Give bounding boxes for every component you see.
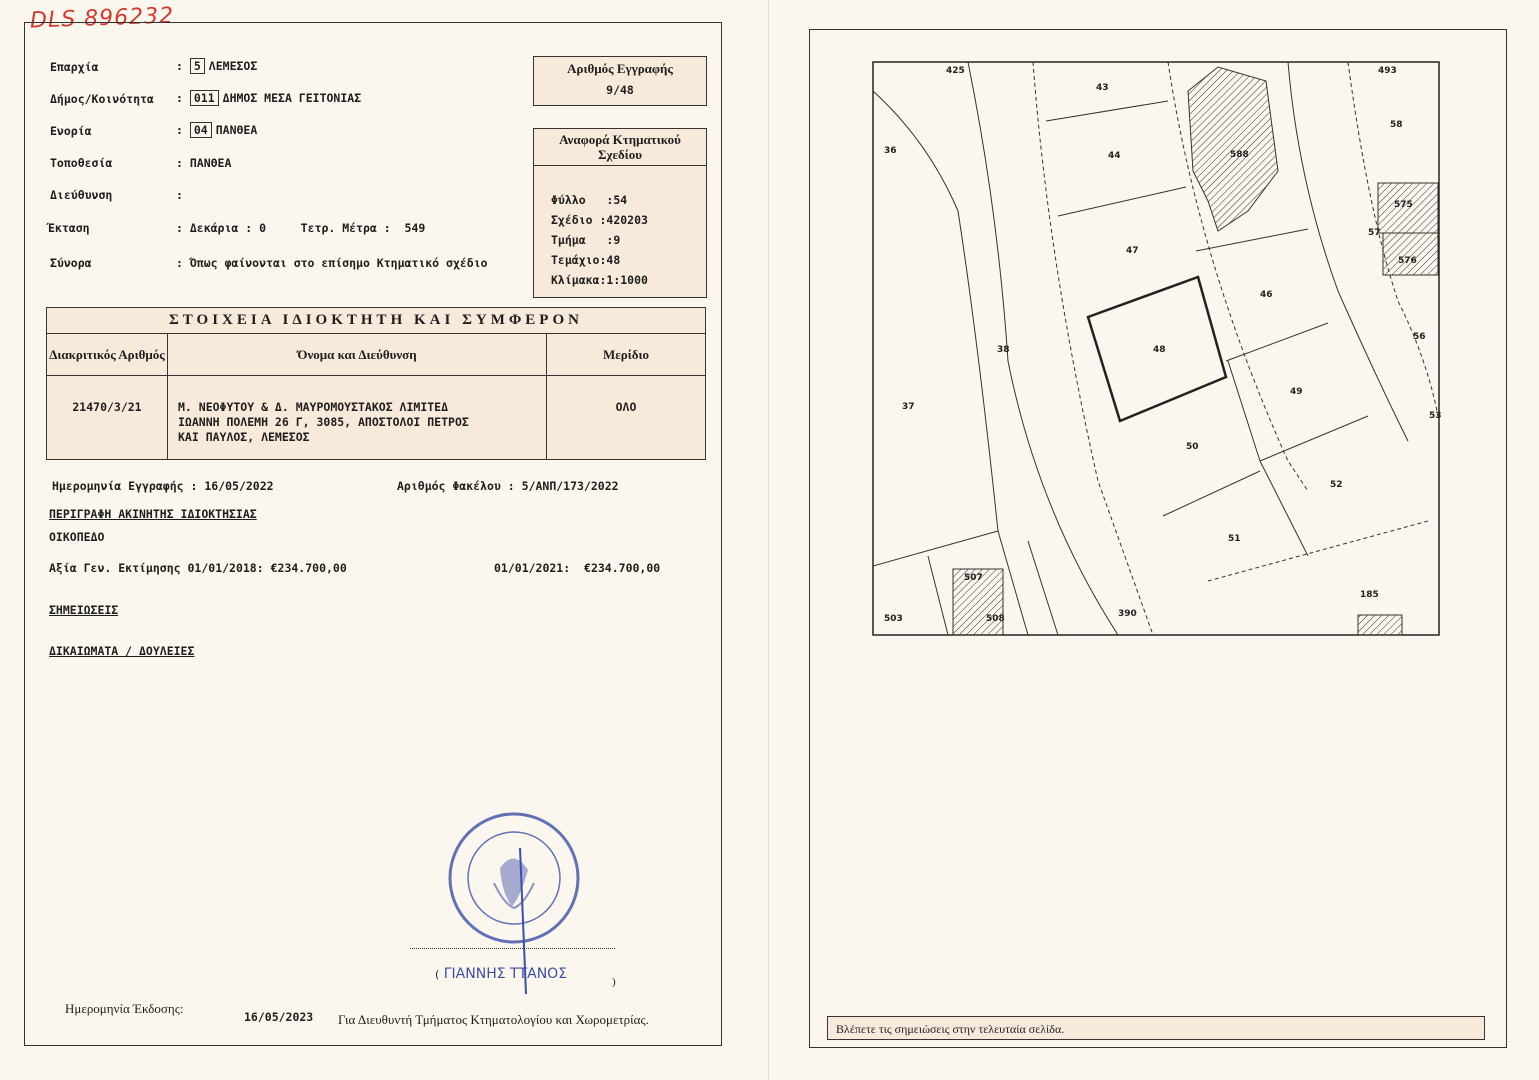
topothesia-label: Τοποθεσία	[50, 156, 113, 170]
valuation-value2: €234.700,00	[584, 561, 661, 575]
enoria-code: 04	[190, 122, 212, 138]
dimos-name: ΔΗΜΟΣ ΜΕΣΑ ΓΕΙΤΟΝΙΑΣ	[222, 91, 362, 105]
map-label-49: 49	[1290, 387, 1303, 397]
sxedio-value: 420203	[606, 213, 648, 227]
issue-authority: Για Διευθυντή Τμήματος Κτηματολογίου και Χωρομετρίας.	[338, 1012, 649, 1027]
dimos-label: Δήμος/Κοινότητα	[50, 92, 154, 106]
registration-title: Αριθμός Εγγραφής	[567, 61, 673, 76]
cadastral-map	[868, 61, 1440, 637]
map-label-53: 53	[1429, 411, 1442, 421]
plan-reference-title: Αναφορά Κτηματικού Σχεδίου	[534, 129, 706, 166]
col-share-header: Μερίδιο	[547, 334, 706, 376]
eparchia-value: : 5 ΛΕΜΕΣΟΣ	[176, 59, 258, 73]
topothesia-value: : ΠΑΝΘΕΑ	[176, 156, 232, 170]
owner-name-line2: ΙΩΑΝΝΗ ΠΟΛΕΜΗ 26 Γ, 3085, ΑΠΟΣΤΟΛΟΙ ΠΕΤΡΟΣ	[178, 415, 469, 429]
dieuthynsi-value: :	[176, 188, 183, 202]
signature-line	[410, 948, 615, 949]
valuation-value1: €234.700,00	[270, 561, 347, 575]
map-label-50: 50	[1186, 442, 1199, 452]
map-label-507: 507	[964, 573, 983, 583]
metra-label: Τετρ. Μέτρα	[300, 221, 377, 235]
dimos-value: : 011 ΔΗΜΟΣ ΜΕΣΑ ΓΕΙΤΟΝΙΑΣ	[176, 91, 362, 105]
owner-share: ΟΛΟ	[547, 376, 706, 460]
klimaka-label: Κλίμακα	[551, 273, 600, 287]
map-label-390: 390	[1118, 609, 1137, 619]
metra-value: 549	[404, 221, 426, 235]
plan-klimaka: Κλίμακα:1:1000	[551, 273, 648, 287]
property-desc-value: ΟΙΚΟΠΕΔΟ	[49, 530, 105, 544]
enoria-name: ΠΑΝΘΕΑ	[215, 123, 258, 137]
eparchia-name: ΛΕΜΕΣΟΣ	[208, 59, 258, 73]
owner-name-line3: ΚΑΙ ΠΑΥΛΟΣ, ΛΕΜΕΣΟΣ	[178, 430, 310, 444]
dekaria-label: Δεκάρια	[189, 221, 239, 235]
tmima-value: 9	[613, 233, 621, 247]
map-note-box: Βλέπετε τις σημειώσεις στην τελευταία σελίδα.	[827, 1016, 1485, 1040]
map-label-51: 51	[1228, 534, 1241, 544]
owner-id: 21470/3/21	[47, 376, 168, 460]
valuation-2021	[494, 561, 660, 575]
sxedio-label: Σχέδιο	[551, 213, 593, 227]
fyllo-label: Φύλλο	[551, 193, 586, 207]
issue-date-label: Ημερομηνία Έκδοσης:	[65, 1001, 184, 1016]
file-no: Αριθμός Φακέλου : 5/ΑΝΠ/173/2022	[397, 479, 619, 493]
ektasi-label: Έκταση	[48, 221, 90, 235]
signature-name-text: ΓΙΑΝΝΗΣ ΤΤΑΝΟΣ	[443, 966, 568, 982]
map-label-46: 46	[1260, 290, 1273, 300]
map-label-44: 44	[1108, 151, 1121, 161]
map-label-185: 185	[1360, 590, 1379, 600]
signature-close-paren: )	[612, 976, 616, 988]
enoria-label: Ενορία	[50, 124, 92, 138]
owner-row	[47, 376, 706, 460]
plan-temaxio: Τεμάχιο:48	[551, 253, 621, 267]
owners-table	[46, 307, 706, 460]
map-label-508: 508	[986, 614, 1005, 624]
map-label-588: 588	[1230, 150, 1249, 160]
valuation-2018	[49, 561, 347, 575]
reg-date-value: 16/05/2022	[204, 479, 274, 493]
map-label-57: 57	[1368, 228, 1381, 238]
temaxio-label: Τεμάχιο	[551, 253, 600, 267]
map-label-503: 503	[884, 614, 903, 624]
file-no-label: Αριθμός Φακέλου	[397, 479, 501, 493]
map-label-575: 575	[1394, 200, 1413, 210]
map-label-576: 576	[1398, 256, 1417, 266]
valuation-label: Αξία Γεν. Εκτίμησης	[49, 561, 181, 575]
official-seal	[440, 808, 590, 958]
map-label-43: 43	[1096, 83, 1109, 93]
ektasi-value: : Δεκάρια : 0 Τετρ. Μέτρα : 549	[176, 221, 426, 235]
signature-name	[435, 966, 567, 982]
fyllo-value: 54	[613, 193, 628, 207]
rights-title: ΔΙΚΑΙΩΜΑΤΑ / ΔΟΥΛΕΙΕΣ	[49, 644, 195, 658]
plan-fyllo: Φύλλο :54	[551, 193, 628, 207]
registration-box	[533, 56, 707, 106]
map-label-425: 425	[946, 66, 965, 76]
map-label-58: 58	[1390, 120, 1403, 130]
map-label-47: 47	[1126, 246, 1139, 256]
map-label-36: 36	[884, 146, 897, 156]
synora-text: Όπως φαίνονται στο επίσημο Κτηματικό σχέδιο	[189, 256, 488, 270]
tmima-label: Τμήμα	[551, 233, 586, 247]
topothesia-text: ΠΑΝΘΕΑ	[189, 156, 232, 170]
map-label-38: 38	[997, 345, 1010, 355]
map-label-56: 56	[1413, 332, 1426, 342]
issue-date-value: 16/05/2023	[244, 1010, 314, 1024]
map-label-493: 493	[1378, 66, 1397, 76]
map-label-48: 48	[1153, 345, 1166, 355]
reg-date: Ημερομηνία Εγγραφής : 16/05/2022	[52, 479, 274, 493]
plan-sxedio: Σχέδιο :420203	[551, 213, 648, 227]
owner-name-address	[168, 376, 547, 460]
valuation-date1: 01/01/2018:	[187, 561, 264, 575]
page-fold	[768, 0, 769, 1080]
dimos-code: 011	[190, 90, 219, 106]
reg-date-label: Ημερομηνία Εγγραφής	[52, 479, 184, 493]
owners-table-title: ΣΤΟΙΧΕΙΑ ΙΔΙΟΚΤΗΤΗ ΚΑΙ ΣΥΜΦΕΡΟΝ	[47, 308, 706, 334]
klimaka-value: 1:1000	[606, 273, 648, 287]
plan-tmima: Τμήμα :9	[551, 233, 621, 247]
property-desc-title: ΠΕΡΙΓΡΑΦΗ ΑΚΙΝΗΤΗΣ ΙΔΙΟΚΤΗΣΙΑΣ	[49, 507, 257, 521]
eparchia-label: Επαρχία	[50, 60, 99, 74]
notes-title: ΣΗΜΕΙΩΣΕΙΣ	[49, 603, 119, 617]
owner-name-line1: Μ. ΝΕΟΦΥΤΟΥ & Δ. ΜΑΥΡΟΜΟΥΣΤΑΚΟΣ ΛΙΜΙΤΕΔ	[178, 400, 449, 414]
enoria-value: : 04 ΠΑΝΘΕΑ	[176, 123, 258, 137]
registration-number: 9/48	[606, 83, 634, 97]
col-name-header: Όνομα και Διεύθυνση	[168, 334, 547, 376]
synora-value: : Όπως φαίνονται στο επίσημο Κτηματικό σχέδιο	[176, 256, 488, 270]
temaxio-value: 48	[606, 253, 621, 267]
valuation-date2: 01/01/2021:	[494, 561, 571, 575]
eparchia-code: 5	[190, 58, 205, 74]
dieuthynsi-label: Διεύθυνση	[50, 188, 113, 202]
signature-open-paren: (	[435, 968, 440, 981]
file-no-value: 5/ΑΝΠ/173/2022	[521, 479, 619, 493]
synora-label: Σύνορα	[50, 256, 92, 270]
dekaria-value: 0	[259, 221, 267, 235]
map-label-37: 37	[902, 402, 915, 412]
col-id-header: Διακριτικός Αριθμός	[47, 334, 168, 376]
handwritten-reference: DLS 896232	[29, 3, 175, 34]
map-label-52: 52	[1330, 480, 1343, 490]
